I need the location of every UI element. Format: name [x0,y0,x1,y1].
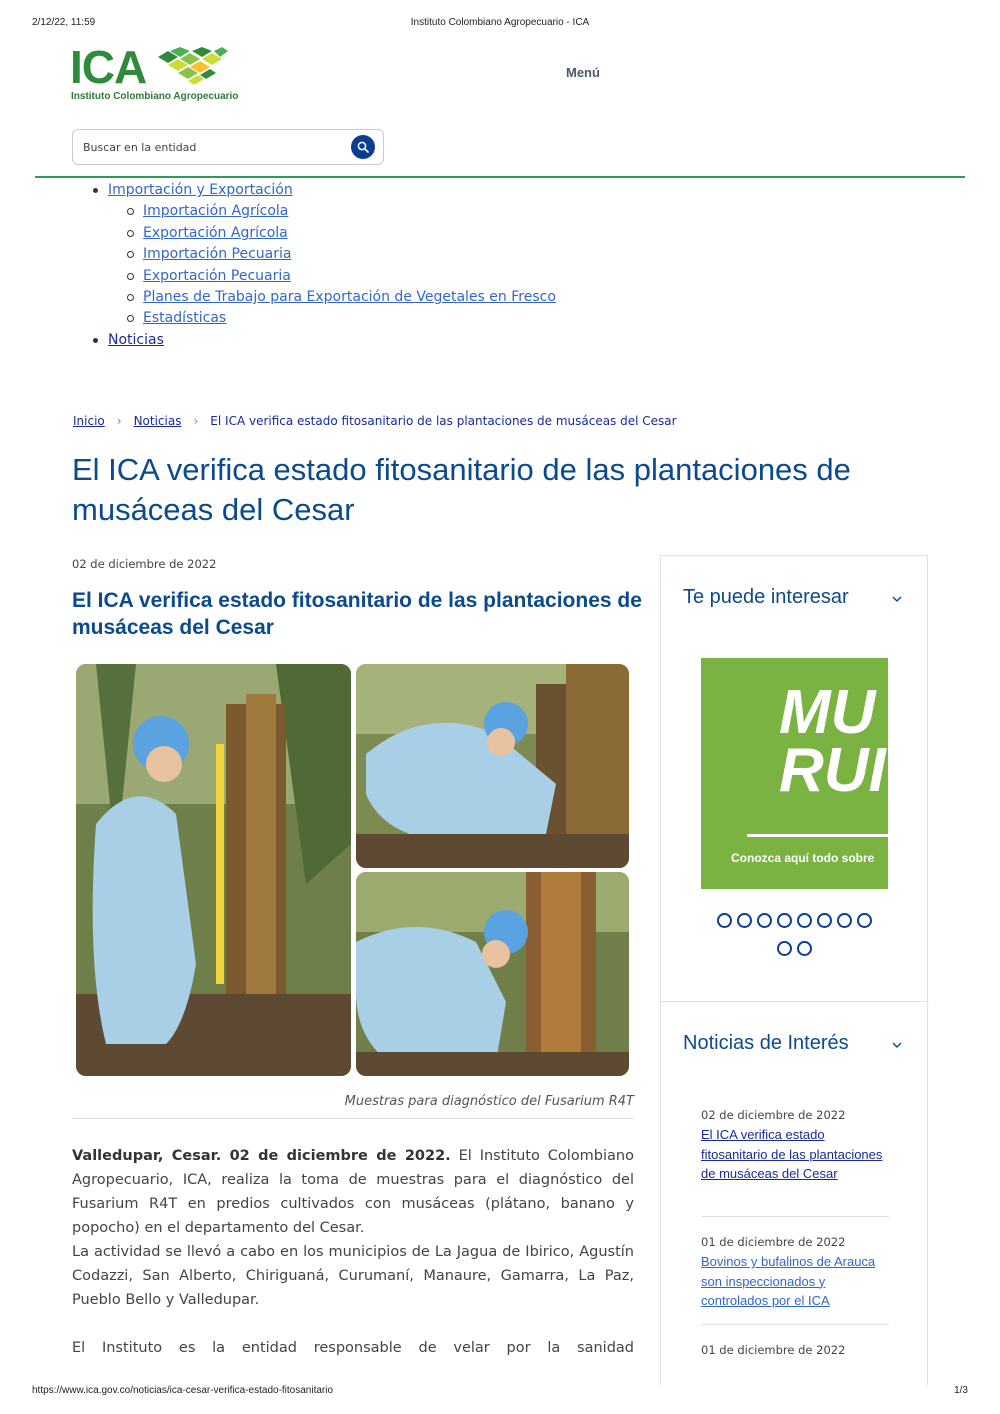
carousel-dot[interactable] [777,913,792,928]
technician-bending-image [356,664,629,868]
nav-link-estadisticas[interactable]: Estadísticas [143,310,227,327]
chevron-down-icon[interactable] [891,1041,903,1049]
search-icon [357,141,369,153]
photo-bottom-right [356,872,629,1076]
nav-link-importacion-pecuaria[interactable]: Importación Pecuaria [143,246,292,263]
search-input[interactable] [83,138,343,156]
article-paragraph [72,1144,634,1240]
nav-link-import-export[interactable]: Importación y Exportación [108,182,293,198]
news-date: 01 de diciembre de 2022 [701,1235,846,1249]
news-link[interactable]: El ICA verifica estado fitosanitario de las plantaciones de musáceas del Cesar [701,1127,883,1181]
article-lead-bold: Valledupar, Cesar. 02 de diciembre de 2022. [72,1148,451,1164]
breadcrumb-noticias[interactable]: Noticias [133,414,182,428]
search-box [72,129,384,165]
print-datetime: 2/12/22, 11:59 [32,17,96,28]
carousel-dot[interactable] [797,913,812,928]
banner-headline [779,678,886,805]
carousel-dot[interactable] [737,913,752,928]
ica-logo[interactable] [70,41,240,106]
carousel-dot[interactable] [717,913,732,928]
page-title: El ICA verifica estado fitosanitario de las plantaciones de musáceas del Cesar [72,452,851,527]
promo-banner[interactable] [701,658,888,889]
carousel-dot[interactable] [797,941,812,956]
banner-headline-line1: MU [779,678,876,747]
logo-mark-icon [158,47,228,89]
technician-inspecting-stem-image [356,872,629,1076]
photo-top-right [356,664,629,868]
carousel-dot[interactable] [817,913,832,928]
carousel-dot[interactable] [857,913,872,928]
nav-subitem [125,287,556,308]
banner-divider [747,834,888,837]
nav-item-import-export [90,180,556,330]
article-subtitle: El ICA verifica estado fitosanitario de las plantaciones de musáceas del Cesar [72,589,642,639]
logo-subtitle: Instituto Colombiano Agropecuario [71,91,239,102]
search-button[interactable] [351,135,375,159]
nav-subitem [125,308,556,329]
article-lead-text: El Instituto Colombiano Agropecuario, ICA, realiza la toma de muestras para el diagnóstico del Fusarium R4T en predios cultivados con musáceas (plátano, banano y popocho) en el departamento del Cesar. [72,1148,634,1236]
nav-link-importacion-agricola[interactable]: Importación Agrícola [143,203,289,220]
technician-sampling-plant-image [76,664,351,1076]
news-divider [701,1216,889,1217]
news-item [701,1343,889,1357]
article-paragraph: La actividad se llevó a cabo en los municipios de La Jagua de Ibirico, Agustín Codazzi, San Alberto, Chiriguaná, Curumaní, Manaure, Gamarra, La Paz, Pueblo Bello y Valledupar. [72,1244,634,1308]
sidebar-interest-title: Te puede interesar [683,586,849,608]
banner-headline-line2: RUI [779,736,886,805]
news-date: 02 de diciembre de 2022 [701,1108,846,1122]
carousel-dot[interactable] [757,913,772,928]
nav-subitem [125,201,556,222]
chevron-right-icon: › [193,414,199,428]
article-paragraph: El Instituto es la entidad responsable de velar por la sanidad [72,1340,634,1356]
chevron-down-icon[interactable] [891,595,903,603]
carousel-dots [701,906,888,962]
sidebar [660,555,928,1385]
breadcrumb-current: El ICA verifica estado fitosanitario de las plantaciones de musáceas del Cesar [210,414,677,428]
header-divider [35,176,965,178]
nav-link-exportacion-agricola[interactable]: Exportación Agrícola [143,224,288,241]
article-body [72,1144,634,1360]
section-nav [90,180,556,351]
breadcrumb-home[interactable]: Inicio [73,414,105,428]
banner-subtext: Conozca aquí todo sobre [731,851,875,865]
news-link[interactable]: Bovinos y bufalinos de Arauca son inspeccionados y controlados por el ICA [701,1254,876,1308]
nav-subitem [125,223,556,244]
print-page-title: Instituto Colombiano Agropecuario - ICA [410,17,590,28]
print-url: https://www.ica.gov.co/noticias/ica-cesar-verifica-estado-fitosanitario [32,1385,334,1396]
nav-link-exportacion-pecuaria[interactable]: Exportación Pecuaria [143,267,291,284]
nav-item-noticias [90,330,556,351]
nav-subitem [125,266,556,287]
carousel-dot[interactable] [837,913,852,928]
sidebar-news-title: Noticias de Interés [683,1032,849,1054]
photo-caption: Muestras para diagnóstico del Fusarium R4T [344,1094,634,1109]
nav-link-planes-trabajo[interactable]: Planes de Trabajo para Exportación de Vegetales en Fresco [143,289,556,306]
news-item [701,1108,889,1184]
sidebar-divider [661,1001,929,1002]
publication-date: 02 de diciembre de 2022 [72,557,217,571]
logo-text: ICA [70,41,147,93]
photo-left [76,664,351,1076]
menu-button[interactable]: Menú [566,65,600,80]
news-divider [701,1324,889,1325]
carousel-dot[interactable] [777,941,792,956]
nav-subitem [125,244,556,265]
news-date: 01 de diciembre de 2022 [701,1343,846,1357]
print-page-number: 1/3 [954,1385,968,1396]
news-item [701,1235,889,1311]
breadcrumb [73,414,677,428]
article-photo-collage [72,660,634,1082]
nav-link-noticias[interactable]: Noticias [108,331,164,348]
chevron-right-icon: › [116,414,122,428]
caption-divider [72,1118,634,1119]
